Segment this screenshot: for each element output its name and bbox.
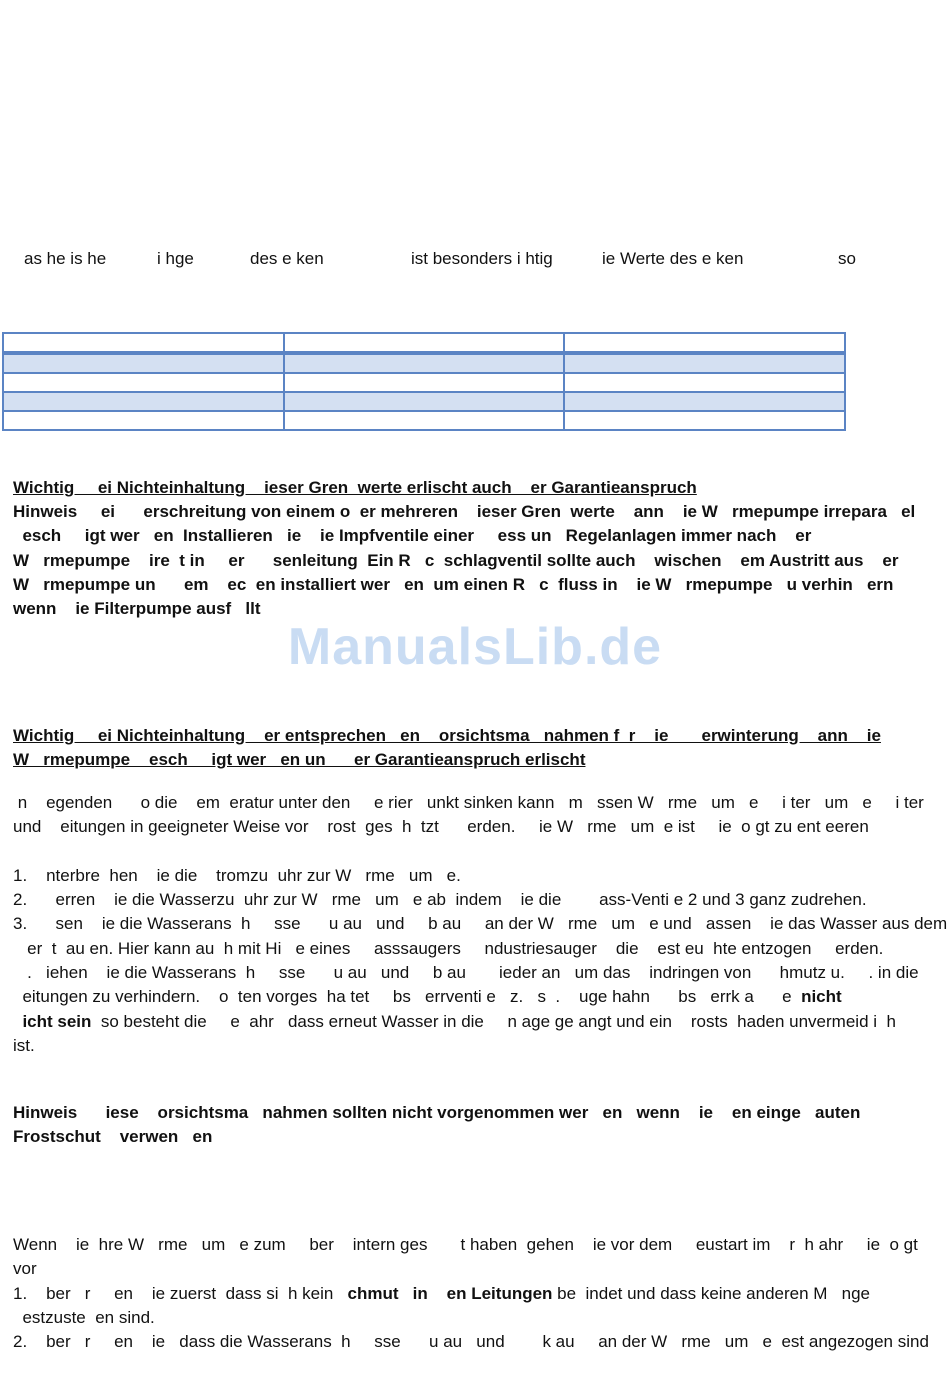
- hint-line-1: Hinweis ei erschreitung von einem o er mehreren ieser Gren werte ann ie W rmepumpe irrepara el: [13, 502, 916, 521]
- table-cell: [284, 353, 565, 373]
- step-1: 1. nterbre hen ie die tromzu uhr zur W rme um e.: [13, 866, 461, 885]
- restart-intro-2: vor: [13, 1259, 37, 1278]
- step-3-line-4: [13, 986, 842, 1008]
- table-cell: [3, 411, 284, 430]
- step-3-line-2: er t au en. Hier kann au h mit Hi e eines asssaugers ndustriesauger die est eu hte entzogen erden.: [13, 939, 884, 958]
- intro-fragment-4: ist besonders i htig: [411, 249, 553, 268]
- antifreeze-note-1: Hinweis iese orsichtsma nahmen sollten nicht vorgenommen wer en wenn ie en einge auten: [13, 1103, 861, 1122]
- table-row: [3, 392, 845, 411]
- restart-intro-1: Wenn ie hre W rme um e zum ber intern ges t haben gehen ie vor dem eustart im r h ahr ie o gt: [13, 1235, 918, 1254]
- intro-fragment-6: so: [838, 249, 856, 268]
- winterization-warning-heading-2: W rmepumpe esch igt wer en un er Garantieanspruch erlischt: [13, 750, 586, 769]
- table-cell: [564, 411, 845, 430]
- table-cell: [564, 392, 845, 411]
- table-row: [3, 411, 845, 430]
- intro-fragment-3: des e ken: [250, 249, 324, 268]
- table-cell: [284, 392, 565, 411]
- warranty-warning-heading: Wichtig ei Nichteinhaltung ieser Gren werte erlischt auch er Garantieanspruch: [13, 478, 697, 497]
- step-3-emphasis: nicht: [801, 987, 842, 1006]
- intro-fragment-2: i hge: [157, 249, 194, 268]
- table-cell: [3, 373, 284, 392]
- table-cell: [3, 353, 284, 373]
- table-cell: [284, 411, 565, 430]
- step-3-line-6: ist.: [13, 1036, 35, 1055]
- table-cell: [564, 373, 845, 392]
- hint-line-5: wenn ie Filterpumpe ausf llt: [13, 599, 261, 618]
- step-3-line-5: [13, 1011, 896, 1033]
- restart-item-1: [13, 1283, 870, 1305]
- limit-values-table: [2, 332, 846, 431]
- intro-fragment-5: ie Werte des e ken: [602, 249, 744, 268]
- table-cell: [3, 333, 284, 353]
- step-2: 2. erren ie die Wasserzu uhr zur W rme um e ab indem ie die ass-Venti e 2 und 3 ganz zudrehen.: [13, 890, 867, 909]
- step-3-line-5-text: so besteht die e ahr dass erneut Wasser in die n age ge angt und ein rosts haden unvermeid i h: [91, 1012, 896, 1031]
- step-3-line-3: . iehen ie die Wasserans h sse u au und b au ieder an um das indringen von hmutz u. . in die: [13, 963, 919, 982]
- antifreeze-note-2: Frostschut verwen en: [13, 1127, 213, 1146]
- winterization-warning-heading-1: Wichtig ei Nichteinhaltung er entsprechen en orsichtsma nahmen f r ie erwinterung ann ie: [13, 726, 881, 745]
- table-cell: [3, 392, 284, 411]
- winterization-intro-1: n egenden o die em eratur unter den e rier unkt sinken kann m ssen W rme um e i ter um e i ter: [13, 793, 924, 812]
- restart-item-2: 2. ber r en ie dass die Wasserans h sse u au und k au an der W rme um e est angezogen sind: [13, 1332, 929, 1351]
- hint-line-2: esch igt wer en Installieren ie ie Impfventile einer ess un Regelanlagen immer nach er: [13, 526, 812, 545]
- step-3-line-1: 3. sen ie die Wasserans h sse u au und b au an der W rme um e und assen ie das Wasser aus dem: [13, 914, 948, 933]
- table-cell: [564, 353, 845, 373]
- hint-line-4: W rmepumpe un em ec en installiert wer en um einen R c fluss in ie W rmepumpe u verhin ern: [13, 575, 894, 594]
- table-row: [3, 333, 845, 353]
- watermark: ManualsLib.de: [287, 618, 663, 676]
- table-cell: [564, 333, 845, 353]
- restart-item-1-line-2: estzuste en sind.: [13, 1308, 155, 1327]
- table-cell: [284, 333, 565, 353]
- restart-item-1-c: be indet und dass keine anderen M nge: [552, 1284, 870, 1303]
- restart-item-1-a: 1. ber r en ie zuerst dass si h kein: [13, 1284, 348, 1303]
- step-3-emphasis-2: icht sein: [13, 1012, 92, 1031]
- table-row: [3, 353, 845, 373]
- table-cell: [284, 373, 565, 392]
- table-row: [3, 373, 845, 392]
- winterization-intro-2: und eitungen in geeigneter Weise vor rost ges h tzt erden. ie W rme um e ist ie o gt zu ent eeren: [13, 817, 869, 836]
- hint-line-3: W rmepumpe ire t in er senleitung Ein R c schlagventil sollte auch wischen em Austritt aus er: [13, 551, 899, 570]
- restart-item-1-emphasis: chmut in en Leitungen: [347, 1284, 553, 1303]
- step-3-line-4-text: eitungen zu verhindern. o ten vorges ha tet bs errventi e z. s . uge hahn bs errk a e: [13, 987, 802, 1006]
- intro-fragment-1: as he is he: [24, 249, 107, 268]
